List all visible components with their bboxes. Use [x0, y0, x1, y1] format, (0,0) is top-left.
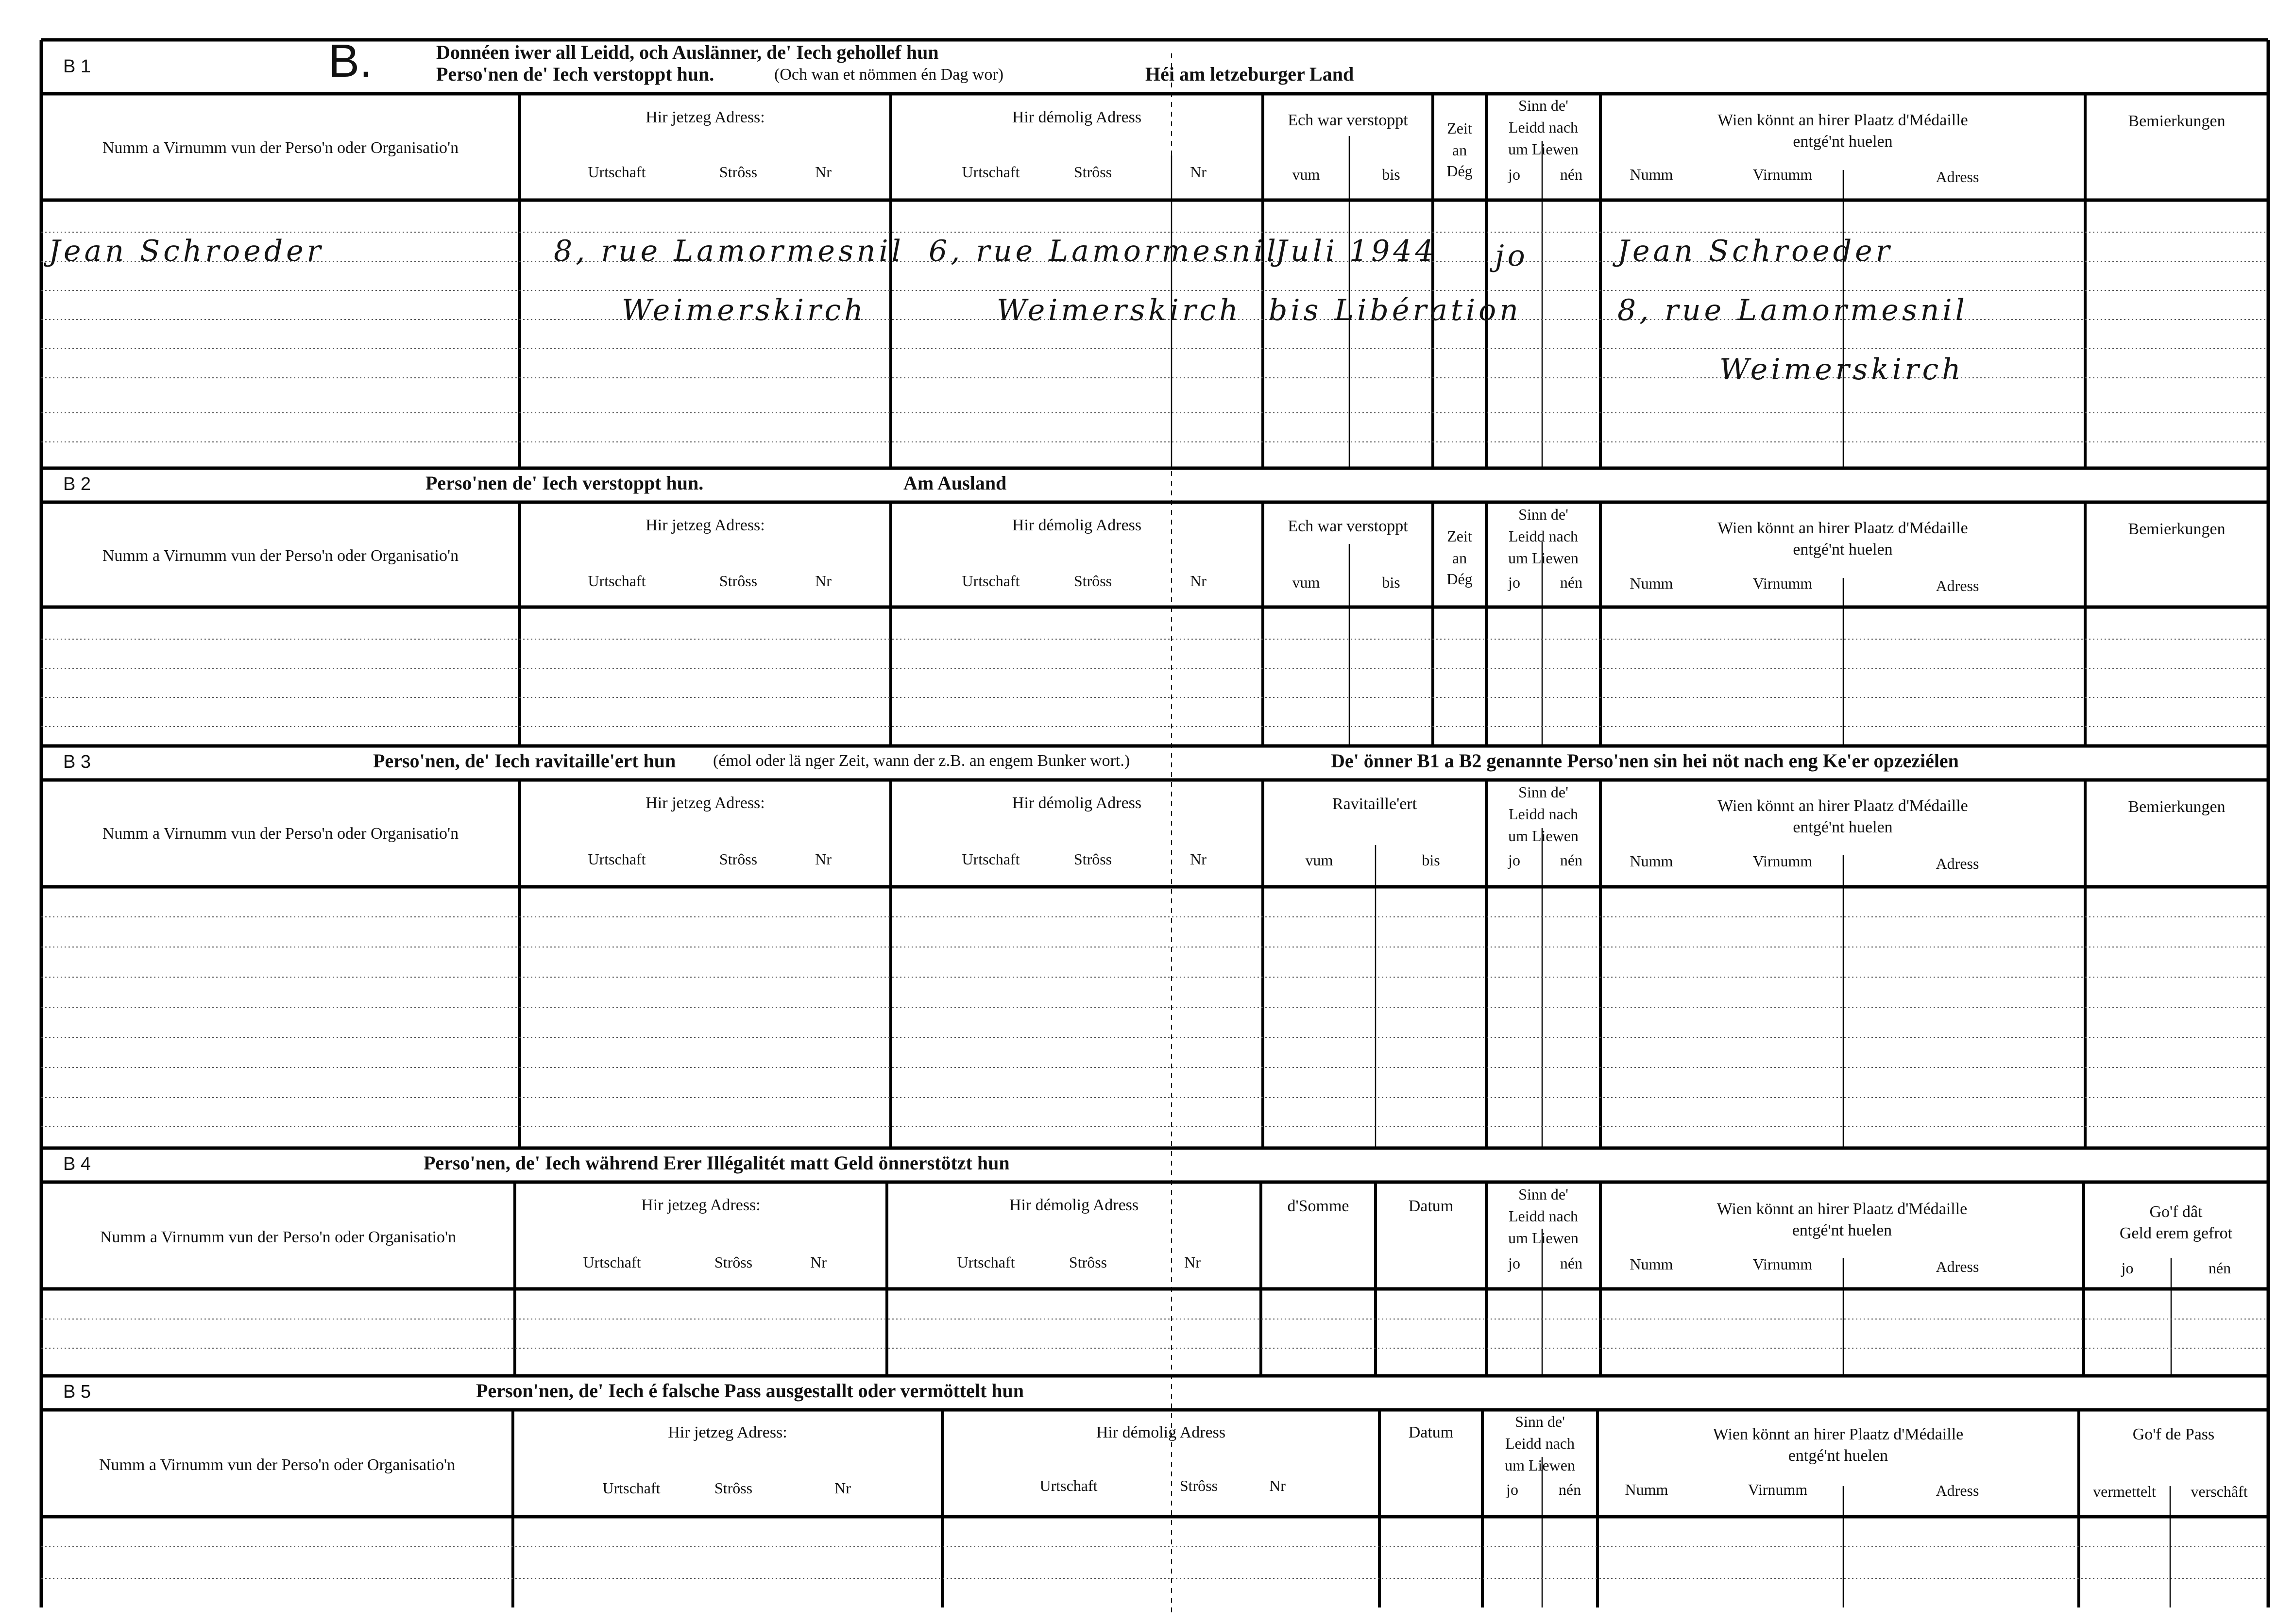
col-days-header-2: an: [1452, 141, 1467, 159]
section-id-b1: B 1: [63, 56, 91, 77]
col-hidden-header: Ech war verstoppt: [1288, 517, 1408, 535]
section-title-b5: Person'nen, de' Iech é falsche Pass ausgestallt oder vermöttelt hun: [476, 1380, 1024, 1402]
col-pass-mediated-header: vermettelt: [2093, 1483, 2156, 1500]
entry-hidden-to: 1944: [1349, 234, 1437, 268]
col-town-header: Urtschaft: [602, 1479, 661, 1497]
col-pass-provided-header: verschâft: [2191, 1483, 2248, 1500]
col-no-header: nén: [1560, 851, 1583, 869]
col-nr-header: Nr: [1269, 1477, 1286, 1494]
col-previous-address-header: Hir démolig Adress: [1012, 108, 1142, 126]
col-medal-address-header: Adress: [1936, 577, 1979, 594]
section-title-b2: Perso'nen de' Iech verstoppt hun.: [425, 472, 704, 494]
col-medal-address-header: Adress: [1936, 1482, 1979, 1499]
col-name-header: Numm a Virnumm vun der Perso'n oder Organisatio'n: [99, 1456, 456, 1474]
col-alive-header-3: um Liewen: [1505, 1456, 1575, 1474]
col-no-header: nén: [1560, 1254, 1583, 1272]
col-medal-header-1: Wien könnt an hirer Plaatz d'Médaille: [1717, 111, 1968, 129]
col-to-header: bis: [1382, 574, 1400, 591]
col-yes-header: jo: [1508, 1254, 1520, 1272]
col-nr-header: Nr: [815, 572, 832, 590]
section-title-b4: Perso'nen, de' Iech während Erer Illégalitét matt Geld önnerstötzt hun: [424, 1152, 1010, 1174]
section-region-b1: Héi am letzeburger Land: [1145, 63, 1354, 85]
col-nr-header: Nr: [1190, 850, 1206, 868]
col-town-header: Urtschaft: [1039, 1477, 1098, 1494]
col-town-header: Urtschaft: [962, 572, 1020, 590]
col-nr-header: Nr: [834, 1479, 851, 1497]
col-previous-address-header: Hir démolig Adress: [1096, 1423, 1226, 1441]
col-medal-header-1: Wien könnt an hirer Plaatz d'Médaille: [1717, 519, 1968, 537]
col-to-header: bis: [1382, 166, 1400, 183]
section-region-b2: Am Ausland: [903, 472, 1007, 494]
col-sum-header: d'Somme: [1287, 1197, 1349, 1215]
col-town-header: Urtschaft: [588, 572, 646, 590]
col-from-header: vum: [1292, 166, 1320, 183]
col-days-header-3: Dég: [1446, 570, 1473, 588]
col-town-header: Urtschaft: [583, 1253, 641, 1271]
col-alive-header-3: um Liewen: [1508, 827, 1579, 845]
col-name-header: Numm a Virnumm vun der Perso'n oder Organisatio'n: [102, 139, 459, 157]
col-medal-firstname-header: Virnumm: [1752, 575, 1813, 592]
col-no-header: nén: [1560, 166, 1583, 183]
col-alive-header-2: Leidd nach: [1508, 118, 1579, 136]
col-town-header: Urtschaft: [962, 850, 1020, 868]
col-days-header-1: Zeit: [1447, 119, 1472, 137]
col-days-header-2: an: [1452, 549, 1467, 567]
entry-alive: jo: [1495, 239, 1529, 273]
col-alive-header-3: um Liewen: [1508, 1229, 1579, 1247]
col-nr-header: Nr: [1190, 163, 1206, 181]
entry-medal-street: 8, rue Lamormesnil: [1617, 293, 1968, 327]
col-no-header: nén: [2208, 1259, 2231, 1277]
col-remarks-header: Bemierkungen: [2128, 798, 2226, 816]
col-medal-header-2: entgé'nt huelen: [1792, 1221, 1892, 1239]
col-medal-header-2: entgé'nt huelen: [1788, 1447, 1888, 1465]
col-alive-header-2: Leidd nach: [1508, 1207, 1579, 1225]
col-previous-address-header: Hir démolig Adress: [1012, 516, 1142, 534]
col-name-header: Numm a Virnumm vun der Perso'n oder Organisatio'n: [102, 547, 459, 565]
col-town-header: Urtschaft: [957, 1253, 1015, 1271]
section-title-b1: Donnéen iwer all Leidd, och Auslänner, de' Iech gehollef hun: [436, 41, 939, 63]
col-medal-header-2: entgé'nt huelen: [1793, 541, 1893, 558]
entry-current-town: Weimerskirch: [622, 293, 867, 327]
col-medal-header-1: Wien könnt an hirer Plaatz d'Médaille: [1717, 797, 1968, 815]
col-alive-header-1: Sinn de': [1515, 1413, 1565, 1430]
col-previous-address-header: Hir démolig Adress: [1009, 1196, 1139, 1214]
col-medal-firstname-header: Virnumm: [1748, 1481, 1808, 1498]
col-nr-header: Nr: [1184, 1253, 1201, 1271]
col-alive-header-1: Sinn de': [1518, 506, 1568, 523]
col-to-header: bis: [1422, 851, 1440, 869]
col-yes-header: jo: [2121, 1259, 2134, 1277]
section-note-b3: (émol oder lä nger Zeit, wann der z.B. an engem Bunker wort.): [713, 752, 1130, 770]
col-street-header: Strôss: [1073, 572, 1112, 590]
col-yes-header: jo: [1508, 851, 1520, 869]
col-remarks-header: Bemierkungen: [2128, 112, 2226, 130]
col-nr-header: Nr: [1190, 572, 1206, 590]
col-current-address-header: Hir jetzeg Adress:: [641, 1196, 761, 1214]
col-street-header: Strôss: [719, 572, 758, 590]
col-street-header: Strôss: [1073, 850, 1112, 868]
col-nr-header: Nr: [810, 1253, 827, 1271]
col-no-header: nén: [1558, 1481, 1581, 1498]
entry-current-street: 8, rue Lamormesnil: [554, 234, 904, 268]
col-date-header: Datum: [1408, 1197, 1454, 1215]
section-id-b2: B 2: [63, 474, 91, 494]
col-medal-name-header: Numm: [1630, 166, 1673, 183]
col-medal-address-header: Adress: [1936, 168, 1979, 186]
col-alive-header-1: Sinn de': [1518, 783, 1568, 801]
col-yes-header: jo: [1508, 166, 1520, 183]
col-street-header: Strôss: [719, 163, 758, 181]
entry-hidden-period: bis Libération: [1269, 293, 1522, 327]
section-title-b3: Perso'nen, de' Iech ravitaille'ert hun: [373, 750, 676, 772]
entry-hidden-from: Juli: [1275, 234, 1339, 268]
col-alive-header-1: Sinn de': [1518, 1185, 1568, 1203]
col-alive-header-2: Leidd nach: [1508, 805, 1579, 823]
col-street-header: Strôss: [719, 850, 758, 868]
entry-previous-town: Weimerskirch: [997, 293, 1241, 327]
col-current-address-header: Hir jetzeg Adress:: [646, 516, 765, 534]
col-town-header: Urtschaft: [588, 163, 646, 181]
col-yes-header: jo: [1508, 574, 1520, 591]
col-hidden-header: Ech war verstoppt: [1288, 111, 1408, 129]
col-remarks-header: Bemierkungen: [2128, 520, 2226, 538]
entry-previous-street: 6, rue Lamormesnil: [929, 234, 1279, 268]
col-medal-header-2: entgé'nt huelen: [1793, 133, 1893, 151]
col-street-header: Strôss: [714, 1253, 753, 1271]
col-nr-header: Nr: [815, 163, 832, 181]
section-note2-b3: De' önner B1 a B2 genannte Perso'nen sin hei nöt nach eng Ke'er opzeziélen: [1331, 750, 1959, 772]
col-medal-address-header: Adress: [1936, 855, 1979, 872]
col-nr-header: Nr: [815, 850, 832, 868]
col-medal-header-1: Wien könnt an hirer Plaatz d'Médaille: [1713, 1425, 1964, 1443]
col-street-header: Strôss: [1069, 1253, 1107, 1271]
entry-medal-town: Weimerskirch: [1719, 353, 1964, 387]
col-date-header: Datum: [1408, 1423, 1454, 1441]
col-supplied-header: Ravitaille'ert: [1332, 795, 1417, 813]
col-money-returned-header-2: Geld erem gefrot: [2119, 1224, 2233, 1242]
col-medal-name-header: Numm: [1630, 852, 1673, 870]
col-medal-firstname-header: Virnumm: [1752, 852, 1813, 870]
col-street-header: Strôss: [714, 1479, 753, 1497]
col-medal-firstname-header: Virnumm: [1752, 166, 1813, 183]
col-medal-header-2: entgé'nt huelen: [1793, 818, 1893, 836]
col-money-returned-header-1: Go'f dât: [2149, 1203, 2203, 1221]
col-alive-header-2: Leidd nach: [1508, 527, 1579, 545]
col-alive-header-1: Sinn de': [1518, 97, 1568, 114]
section-id-b4: B 4: [63, 1154, 91, 1174]
col-medal-firstname-header: Virnumm: [1752, 1255, 1813, 1273]
section-id-b3: B 3: [63, 752, 91, 772]
col-alive-header-3: um Liewen: [1508, 549, 1579, 567]
col-alive-header-3: um Liewen: [1508, 140, 1579, 158]
col-street-header: Strôss: [1179, 1477, 1218, 1494]
col-medal-name-header: Numm: [1630, 575, 1673, 592]
col-medal-name-header: Numm: [1630, 1255, 1673, 1273]
form-letter: B.: [328, 35, 373, 87]
col-current-address-header: Hir jetzeg Adress:: [646, 794, 765, 812]
section-id-b5: B 5: [63, 1382, 91, 1402]
col-town-header: Urtschaft: [588, 850, 646, 868]
col-from-header: vum: [1292, 574, 1320, 591]
col-medal-address-header: Adress: [1936, 1258, 1979, 1275]
col-name-header: Numm a Virnumm vun der Perso'n oder Organisatio'n: [100, 1228, 457, 1246]
col-yes-header: jo: [1506, 1481, 1518, 1498]
col-current-address-header: Hir jetzeg Adress:: [668, 1423, 787, 1441]
col-days-header-3: Dég: [1446, 162, 1473, 180]
col-days-header-1: Zeit: [1447, 527, 1472, 545]
col-previous-address-header: Hir démolig Adress: [1012, 794, 1142, 812]
col-name-header: Numm a Virnumm vun der Perso'n oder Organisatio'n: [102, 825, 459, 843]
section-note-b1: (Och wan et nömmen én Dag wor): [774, 66, 1004, 84]
col-street-header: Strôss: [1073, 163, 1112, 181]
entry-medal-name: Jean Schroeder: [1617, 234, 1893, 268]
col-from-header: vum: [1305, 851, 1333, 869]
col-alive-header-2: Leidd nach: [1505, 1435, 1575, 1452]
col-no-header: nén: [1560, 574, 1583, 591]
col-medal-header-1: Wien könnt an hirer Plaatz d'Médaille: [1716, 1200, 1968, 1218]
col-medal-name-header: Numm: [1625, 1481, 1668, 1498]
section-subtitle-b1: Perso'nen de' Iech verstoppt hun.: [436, 63, 714, 85]
col-current-address-header: Hir jetzeg Adress:: [646, 108, 765, 126]
col-pass-header: Go'f de Pass: [2132, 1425, 2215, 1443]
entry-name: Jean Schroeder: [49, 234, 324, 268]
col-town-header: Urtschaft: [962, 163, 1020, 181]
